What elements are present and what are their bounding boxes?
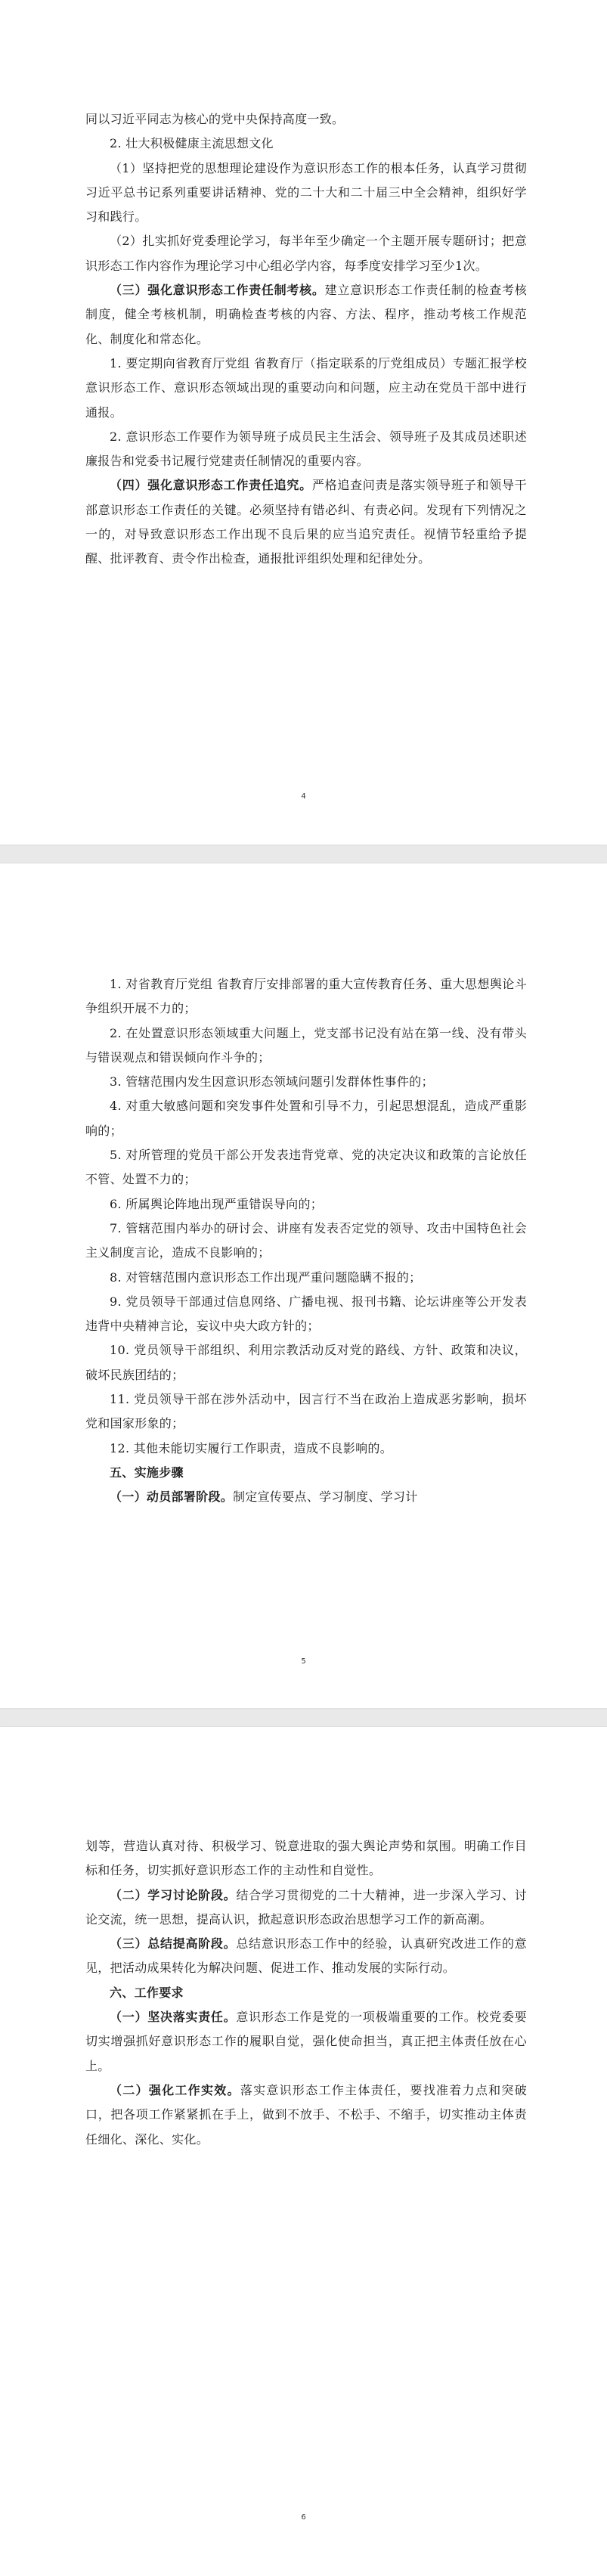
paragraph-text: 7. 管辖范围内举办的研讨会、讲座有发表否定党的领导、攻击中国特色社会主义制度言论，造成不良影响的； xyxy=(85,1220,527,1260)
paragraph-text: 建立意识形态工作责任制的检查考核制度，健全考核机制，明确检查考核的内容、方法、程序，推动考核工作规范化、制度化和常态化。 xyxy=(85,283,527,346)
paragraph-text: 8. 对管辖范围内意识形态工作出现严重问题隐瞒不报的； xyxy=(110,1269,422,1285)
paragraph-text: 4. 对重大敏感问题和突发事件处置和引导不力，引起思想混乱，造成严重影响的； xyxy=(85,1099,527,1138)
paragraph xyxy=(85,1485,527,1509)
paragraph-text: （1）坚持把党的思想理论建设作为意识形态工作的根本任务，认真学习贯彻习近平总书记系列重要讲话精神、党的二十大和二十届三中全会精神，组织好学习和践行。 xyxy=(85,160,527,225)
paragraph xyxy=(85,2078,527,2152)
paragraph xyxy=(85,132,527,156)
paragraph-text: 12. 其他未能切实履行工作职责，造成不良影响的。 xyxy=(110,1440,393,1455)
paragraph xyxy=(85,1070,527,1094)
paragraph-text: 划等，营造认真对待、积极学习、锐意进取的强大舆论声势和氛围。明确工作目标和任务，切实抓好意识形态工作的主动性和自觉性。 xyxy=(85,1839,527,1878)
paragraph xyxy=(85,1192,527,1217)
page-content xyxy=(85,107,527,572)
paragraph xyxy=(85,352,527,425)
paragraph-lead: （二）强化工作实效。 xyxy=(110,2082,240,2097)
paragraph-lead: （二）学习讨论阶段。 xyxy=(110,1887,237,1902)
paragraph-text: 5. 对所管理的党员干部公开发表违背党章、党的决定决议和政策的言论放任不管、处置不力的； xyxy=(85,1148,527,1187)
paragraph xyxy=(85,1143,527,1192)
page-number: 5 xyxy=(301,1657,306,1666)
document-page xyxy=(0,0,607,845)
paragraph-text: 制定宣传要点、学习制度、学习计 xyxy=(233,1489,418,1505)
paragraph xyxy=(85,157,527,230)
section-heading xyxy=(85,1461,527,1485)
page-number: 4 xyxy=(301,792,306,801)
paragraph-text: 10. 党员领导干部组织、利用宗教活动反对党的路线、方针、政策和决议，破坏民族团结的； xyxy=(85,1343,527,1382)
paragraph-text: 2. 壮大积极健康主流思想文化 xyxy=(110,136,274,151)
paragraph-lead: （一）坚决落实责任。 xyxy=(110,2010,237,2025)
paragraph-text: 2. 意识形态工作要作为领导班子成员民主生活会、领导班子及其成员述职述廉报告和党委书记履行党建责任制情况的重要内容。 xyxy=(85,429,527,469)
paragraph-text: 2. 在处置意识形态领域重大问题上，党支部书记没有站在第一线、没有带头与错误观点和错误倾向作斗争的； xyxy=(85,1025,527,1065)
paragraph xyxy=(85,1437,527,1461)
paragraph-text: 总结意识形态工作中的经验，认真研究改进工作的意见，把活动成果转化为解决问题、促进工作、推动发展的实际行动。 xyxy=(85,1936,527,1976)
paragraph-text: 五、实施步骤 xyxy=(110,1465,184,1480)
page-content xyxy=(85,972,527,1510)
paragraph-text: 9. 党员领导干部通过信息网络、广播电视、报刊书籍、论坛讲座等公开发表违背中央精神言论，妄议中央大政方针的； xyxy=(85,1294,527,1334)
paragraph-text: 六、工作要求 xyxy=(110,1985,184,2000)
paragraph-text: 1. 要定期向省教育厅党组 省教育厅（指定联系的厅党组成员）专题汇报学校意识形态工作、意识形态领域出现的重要动向和问题，应主动在党员干部中进行通报。 xyxy=(85,355,527,420)
paragraph xyxy=(85,1021,527,1071)
section-heading xyxy=(85,1981,527,2005)
paragraph xyxy=(85,1290,527,1339)
paragraph xyxy=(85,972,527,1021)
paragraph xyxy=(85,425,527,474)
paragraph-text: 同以习近平同志为核心的党中央保持高度一致。 xyxy=(85,112,345,126)
paragraph xyxy=(85,1834,527,1883)
paragraph-lead: （一）动员部署阶段。 xyxy=(110,1489,234,1505)
paragraph-text: 落实意识形态工作主体责任，要找准着力点和突破口，把各项工作紧紧抓在手上，做到不放手、不松手、不缩手，切实推动主体责任细化、深化、实化。 xyxy=(85,2082,527,2147)
paragraph xyxy=(85,278,527,352)
paragraph xyxy=(85,2005,527,2078)
paragraph-text: 11. 党员领导干部在涉外活动中，因言行不当在政治上造成恶劣影响，损坏党和国家形象的； xyxy=(85,1392,527,1431)
paragraph xyxy=(85,1266,527,1290)
paragraph xyxy=(85,1932,527,1981)
paragraph xyxy=(85,1883,527,1933)
paragraph-lead: （三）强化意识形态工作责任制考核。 xyxy=(110,283,325,298)
paragraph xyxy=(85,107,527,132)
paragraph-text: （2）扎实抓好党委理论学习，每半年至少确定一个主题开展专题研讨；把意识形态工作内容作为理论学习中心组必学内容，每季度安排学习至少1次。 xyxy=(85,234,527,273)
paragraph-text: 6. 所属舆论阵地出现严重错误导向的； xyxy=(110,1196,324,1211)
paragraph xyxy=(85,1387,527,1437)
paragraph xyxy=(85,1217,527,1266)
paragraph-text: 严格追查问责是落实领导班子和领导干部意识形态工作责任的关键。必须坚持有错必纠、有责必问。发现有下列情况之一的，对导致意识形态工作出现不良后果的应当追究责任。视情节轻重给予提醒、批评教育、责令作出检查，通报批评组织处理和纪律处分。 xyxy=(85,478,527,566)
paragraph xyxy=(85,1338,527,1387)
paragraph xyxy=(85,229,527,278)
paragraph-text: 3. 管辖范围内发生因意识形态领域问题引发群体性事件的； xyxy=(110,1074,434,1090)
page-number: 6 xyxy=(301,2513,306,2522)
paragraph-text: 意识形态工作是党的一项极端重要的工作。校党委要切实增强抓好意识形态工作的履职自觉，强化使命担当，真正把主体责任放在心上。 xyxy=(85,2010,527,2073)
document-page xyxy=(0,1727,607,2576)
paragraph-text: 结合学习贯彻党的二十大精神，进一步深入学习、讨论交流，统一思想，提高认识，掀起意识形态政治思想学习工作的新高潮。 xyxy=(85,1887,527,1927)
document-page xyxy=(0,863,607,1708)
paragraph xyxy=(85,1094,527,1143)
paragraph xyxy=(85,473,527,571)
page-content xyxy=(85,1834,527,2152)
paragraph-lead: （四）强化意识形态工作责任追究。 xyxy=(110,478,312,493)
paragraph-lead: （三）总结提高阶段。 xyxy=(110,1936,237,1951)
paragraph-text: 1. 对省教育厅党组 省教育厅安排部署的重大宣传教育任务、重大思想舆论斗争组织开展不力的； xyxy=(85,977,527,1016)
